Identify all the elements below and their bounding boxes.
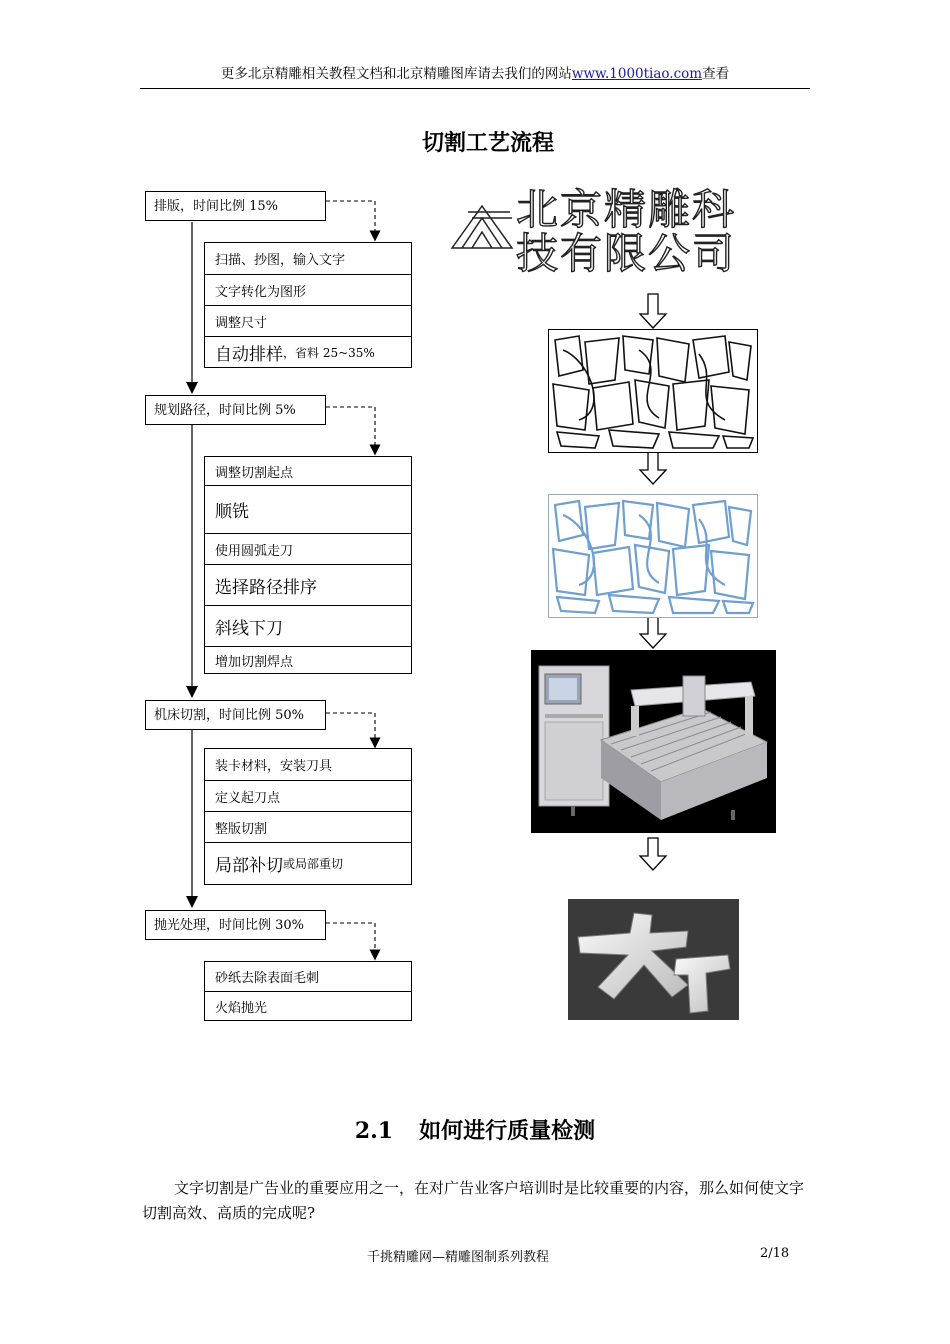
- section-heading: [0, 1114, 950, 1145]
- nesting-result-icon: [549, 330, 757, 452]
- step-auto-nest-note: ，省料 25~35%: [283, 345, 375, 360]
- footer-title: 千挑精雕网—精雕图制系列教程: [366, 1250, 549, 1265]
- step-load-material: 装卡材料，安装刀具: [215, 759, 333, 774]
- page-title: 切割工艺流程: [421, 131, 554, 156]
- step-resize: 调整尺寸: [205, 305, 411, 336]
- stage-machine-cutting: 机床切割，时间比例 50%: [145, 700, 326, 730]
- step-path-order: 选择路径排序: [205, 564, 411, 605]
- logo-line-2: 技有限公司: [516, 229, 737, 278]
- header-suffix: 查看: [702, 66, 730, 82]
- toolpath-icon: [549, 495, 757, 617]
- finished-letters-icon: [568, 899, 739, 1020]
- cnc-machine-icon: [531, 650, 776, 833]
- down-arrow-icon: [640, 838, 666, 870]
- step-flame-polish: 火焰抛光: [205, 991, 411, 1020]
- step-full-cut: 整版切割: [205, 811, 411, 842]
- page-number: 2/18: [760, 1246, 790, 1261]
- step-partial-recut-note: 或局部重切: [283, 857, 344, 871]
- step-climb-milling: 顺铣: [205, 485, 411, 533]
- website-link[interactable]: www.1000tiao.com: [571, 66, 703, 82]
- step-convert: 文字转化为图形: [205, 274, 411, 305]
- step-partial-recut-label: 局部补切: [215, 856, 283, 876]
- section-title: 如何进行质量检测: [419, 1119, 596, 1144]
- stage-path-planning: 规划路径，时间比例 5%: [145, 395, 326, 425]
- engraving-machine-photo: [531, 650, 776, 833]
- toolpath-image: [548, 494, 758, 618]
- nested-layout-image: [548, 329, 758, 453]
- step-weld-points: 增加切割焊点: [205, 646, 411, 673]
- stage-polishing: 抛光处理，时间比例 30%: [145, 910, 326, 940]
- down-arrow-icon: [640, 452, 666, 484]
- step-arc-feed: 使用圆弧走刀: [205, 533, 411, 564]
- down-arrow-icon: [640, 616, 666, 648]
- down-arrow-icon: [640, 294, 666, 328]
- step-sanding: 砂纸去除表面毛刺: [215, 971, 320, 986]
- step-start-point-define: 定义起刀点: [205, 780, 411, 811]
- step-ramp-entry: 斜线下刀: [205, 605, 411, 646]
- section-number: 2.1: [354, 1118, 394, 1144]
- body-paragraph: 文字切割是广告业的重要应用之一，在对广告业客户培训时是比较重要的内容，那么如何使文字切割高效、高质的完成呢?: [142, 1179, 805, 1222]
- header-text: 更多北京精雕相关教程文档和北京精雕图库请去我们的网站: [220, 66, 572, 82]
- stage-layout: 排版，时间比例 15%: [145, 191, 326, 221]
- logo-line-1: 北京精雕科: [516, 185, 737, 234]
- step-start-point: 调整切割起点: [215, 465, 294, 481]
- step-auto-nest-label: 自动排样: [215, 344, 283, 365]
- finished-letter-photo: [568, 899, 739, 1020]
- step-scan: 扫描、抄图，输入文字: [215, 253, 346, 268]
